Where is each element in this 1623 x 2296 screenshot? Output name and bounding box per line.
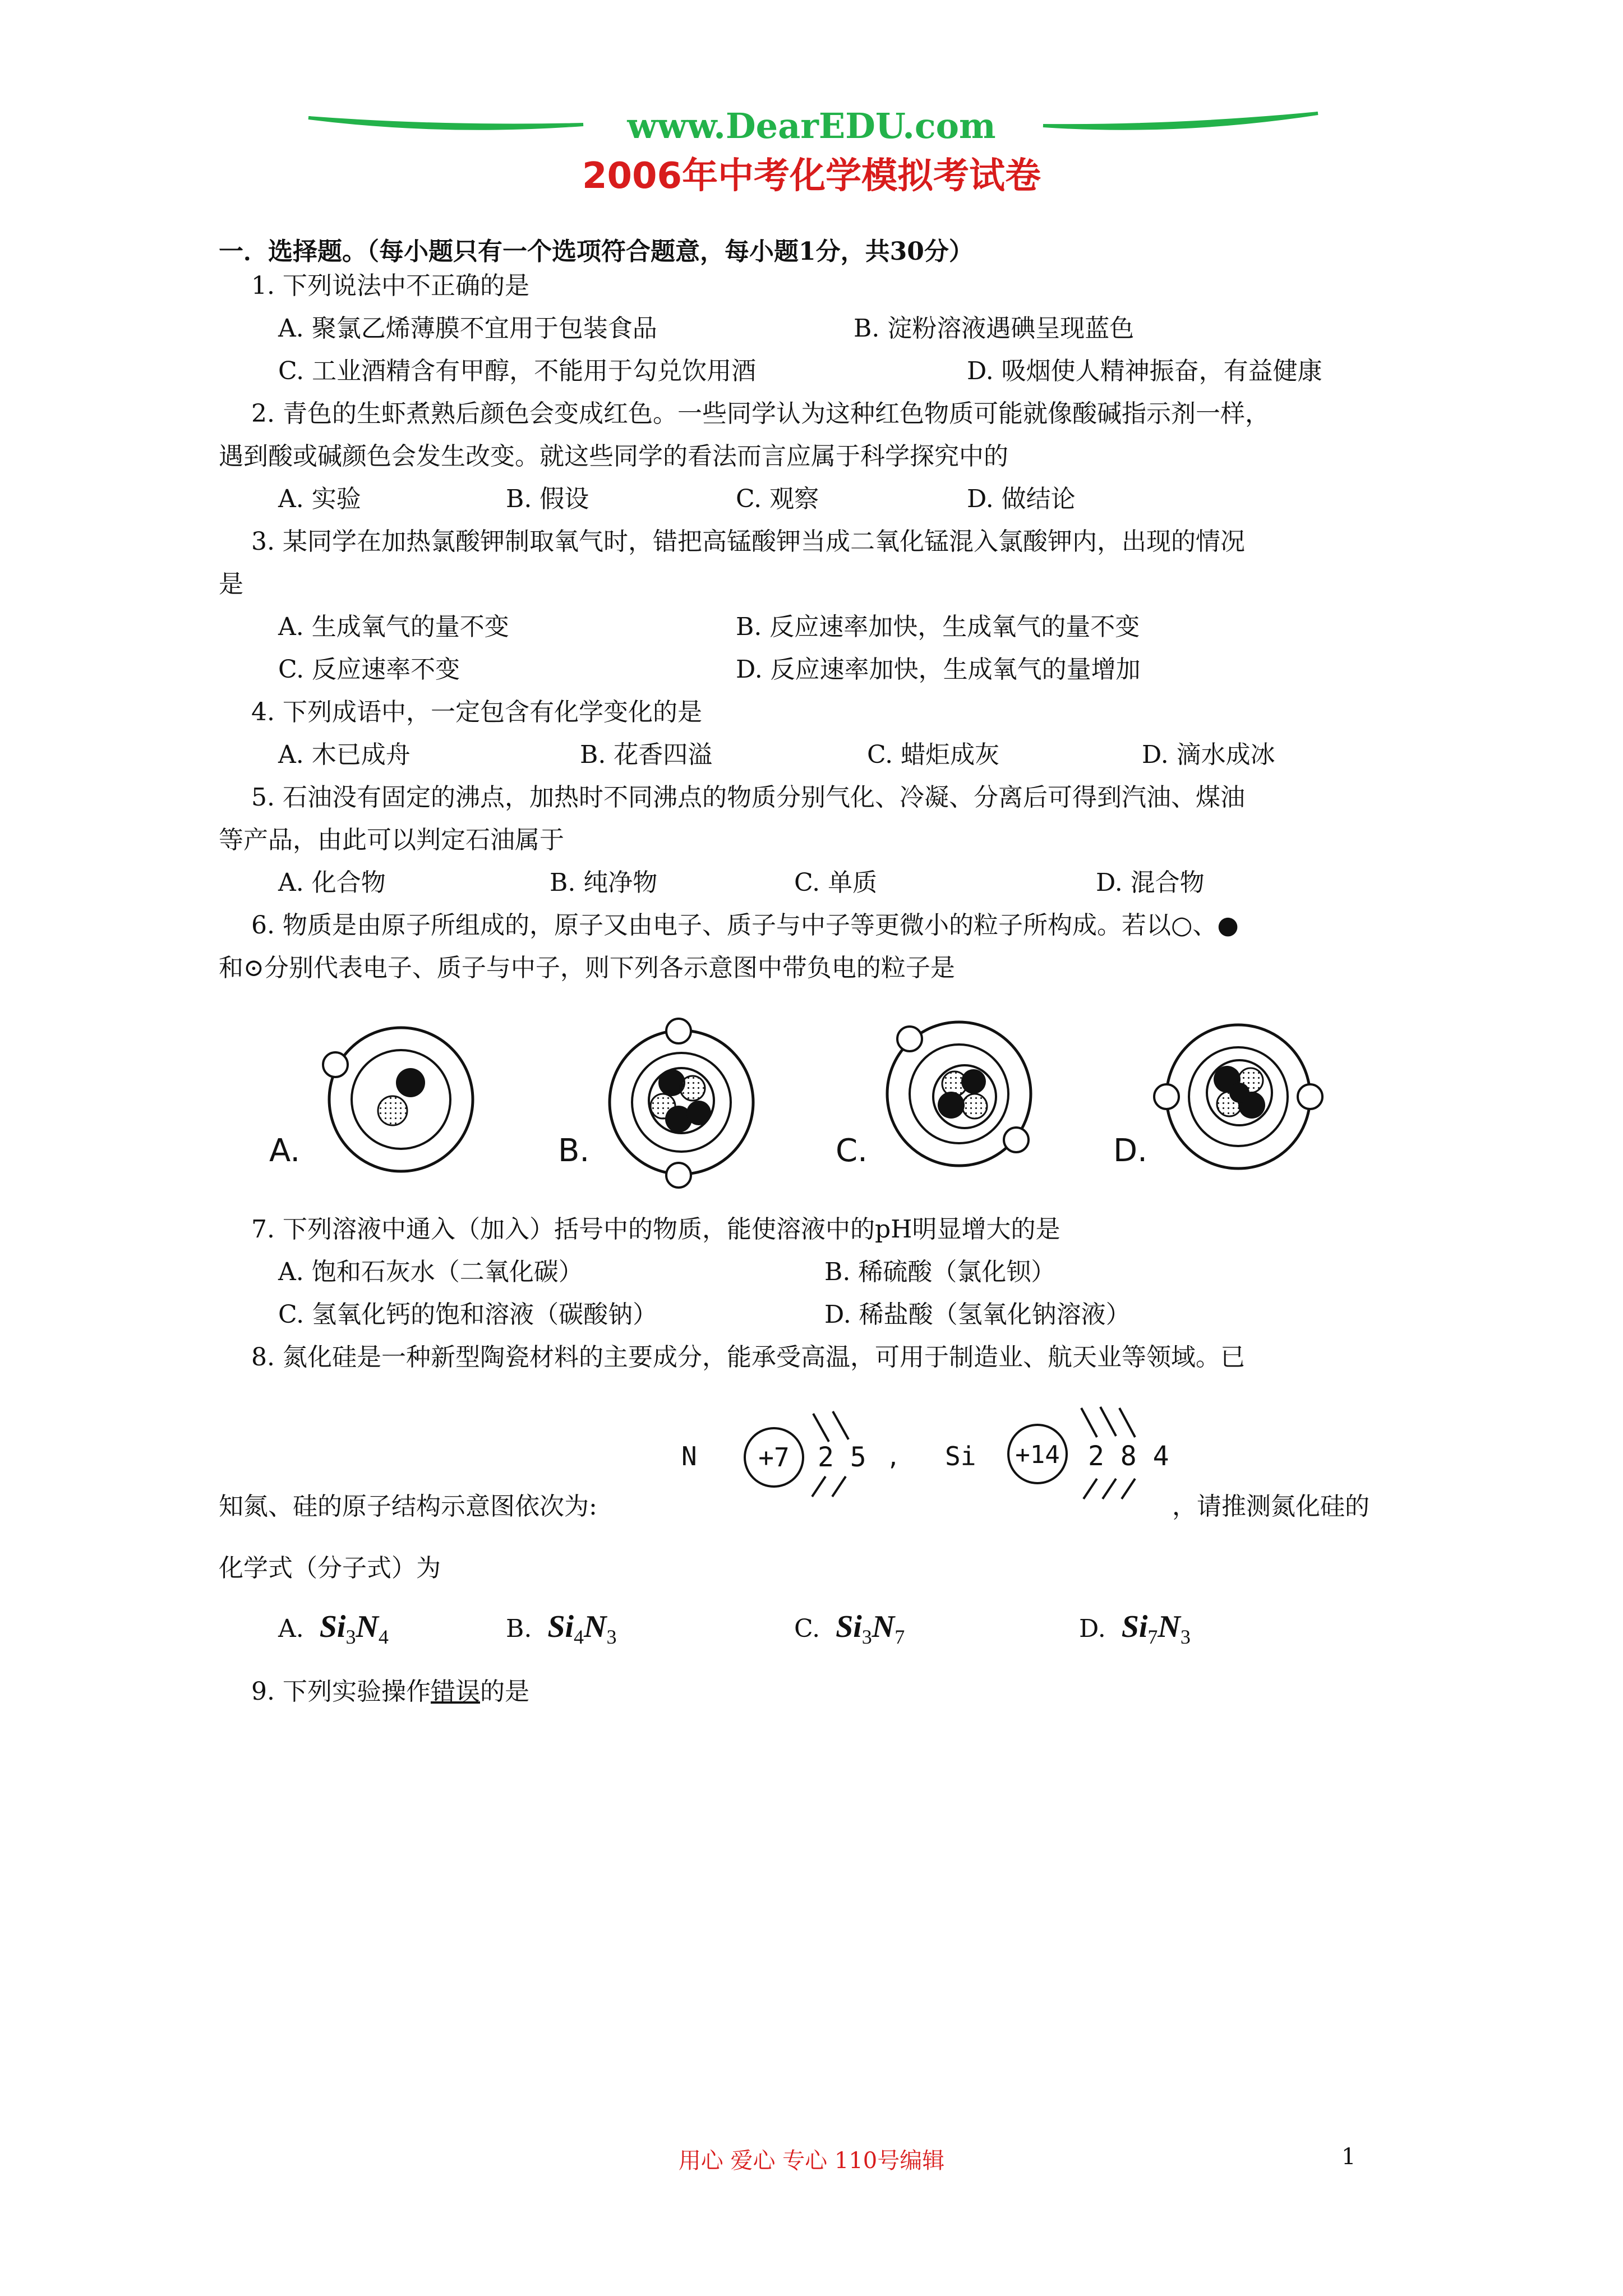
atom-diagram-c [836, 1022, 1031, 1169]
q7-option-b: B. 稀硫酸（氯化钡） [824, 1258, 1056, 1286]
proton-icon [961, 1069, 986, 1094]
q4-option-c: C. 蜡炬成灰 [867, 740, 1000, 769]
q2-option-d: D. 做结论 [967, 485, 1076, 513]
q8-option-c: C. $Si_3N_7$ [794, 1609, 905, 1649]
q8-option-a: A. $Si_3N_4$ [278, 1609, 389, 1649]
proton-icon [686, 1101, 711, 1125]
q1-option-c: C. 工业酒精含有甲醇，不能用于勾兑饮用酒 [278, 357, 757, 385]
q8-line-3: 化学式（分子式）为 [219, 1554, 441, 1582]
q7-option-d: D. 稀盐酸（氢氧化钠溶液） [824, 1300, 1131, 1329]
electron-icon [666, 1019, 691, 1043]
electron-icon [666, 1163, 691, 1188]
electron-icon [1298, 1084, 1322, 1109]
q8-line-2-start: 知氮、硅的原子结构示意图依次为: [219, 1492, 597, 1521]
electron-icon [897, 1027, 922, 1051]
q4-option-a: A. 木已成舟 [278, 740, 411, 769]
q5-option-c: C. 单质 [794, 868, 878, 897]
proton-icon [396, 1068, 425, 1097]
silicon-structure [945, 1407, 1169, 1499]
si-shells: 2 8 4 [1088, 1441, 1169, 1472]
q4-option-b: B. 花香四溢 [580, 740, 713, 769]
proton-icon [1229, 1083, 1249, 1103]
q3-line-1: 3. 某同学在加热氯酸钾制取氧气时，错把高锰酸钾当成二氧化锰混入氯酸钾内，出现的情况 [251, 527, 1245, 556]
q6-line-1: 6. 物质是由原子所组成的，原子又由电子、质子与中子等更微小的粒子所构成。若以○、● [251, 911, 1239, 940]
q6-atom-diagrams [247, 1010, 1424, 1200]
q7-option-a: A. 饱和石灰水（二氧化碳） [278, 1258, 583, 1286]
diagram-label-a: A. [269, 1133, 301, 1169]
neutron-icon [378, 1096, 407, 1125]
section-header: 一．选择题。（每小题只有一个选项符合题意，每小题1分，共30分） [219, 237, 974, 266]
q3-option-a: A. 生成氧气的量不变 [278, 613, 509, 641]
q5-option-b: B. 纯净物 [550, 868, 658, 897]
diagram-label-d: D. [1113, 1133, 1147, 1169]
si-symbol: Si [945, 1441, 976, 1471]
q3-line-2: 是 [219, 570, 243, 599]
n-symbol: N [681, 1441, 697, 1471]
atom-diagram-a [269, 1028, 473, 1171]
q5-option-d: D. 混合物 [1096, 868, 1205, 897]
q4-option-d: D. 滴水成冰 [1142, 740, 1275, 769]
q2-line-1: 2. 青色的生虾煮熟后颜色会变成红色。一些同学认为这种红色物质可能就像酸碱指示剂一样， [251, 399, 1270, 428]
si-nucleus: +14 [1015, 1441, 1060, 1469]
q9-stem: 9. 下列实验操作错误的是 [251, 1677, 529, 1706]
q5-line-1: 5. 石油没有固定的沸点，加热时不同沸点的物质分别气化、冷凝、分离后可得到汽油、煤油 [251, 783, 1245, 812]
q7-stem: 7. 下列溶液中通入（加入）括号中的物质，能使溶液中的pH明显增大的是 [251, 1215, 1061, 1244]
electron-icon [323, 1052, 348, 1077]
q8-line-2-end: ，请推测氮化硅的 [1172, 1492, 1370, 1521]
q2-option-b: B. 假设 [506, 485, 589, 513]
neutron-icon [680, 1076, 705, 1101]
q2-option-c: C. 观察 [736, 485, 819, 513]
q3-option-c: C. 反应速率不变 [278, 655, 460, 684]
q2-line-2: 遇到酸或碱颜色会发生改变。就这些同学的看法而言应属于科学探究中的 [219, 442, 1008, 471]
q7-option-c: C. 氢氧化钙的饱和溶液（碳酸钠） [278, 1300, 658, 1329]
q9-underlined-word: 错误 [430, 1677, 480, 1706]
q1-stem: 1. 下列说法中不正确的是 [251, 272, 529, 300]
diagram-label-b: B. [558, 1133, 590, 1169]
page-title: 2006年中考化学模拟考试卷 [582, 155, 1041, 197]
q3-option-b: B. 反应速率加快，生成氧气的量不变 [736, 613, 1140, 641]
q5-line-2: 等产品，由此可以判定石油属于 [219, 826, 564, 854]
n-nucleus: +7 [758, 1442, 790, 1473]
atomic-structure-diagrams [679, 1402, 1200, 1531]
atom-diagram-d [1113, 1025, 1322, 1169]
q4-stem: 4. 下列成语中，一定包含有化学变化的是 [251, 698, 702, 726]
q5-option-a: A. 化合物 [278, 868, 386, 897]
q6-line-2: 和⊙分别代表电子、质子与中子，则下列各示意图中带负电的粒子是 [219, 954, 955, 982]
neutron-icon [962, 1094, 987, 1119]
q1-option-d: D. 吸烟使人精神振奋，有益健康 [967, 357, 1322, 385]
diagram-label-c: C. [836, 1133, 868, 1169]
nitrogen-structure [681, 1411, 897, 1497]
n-shells: 2 5 [818, 1442, 866, 1473]
separator: , [889, 1441, 898, 1472]
q8-line-1: 8. 氮化硅是一种新型陶瓷材料的主要成分，能承受高温，可用于制造业、航天业等领域。已 [251, 1343, 1245, 1372]
proton-icon [938, 1092, 965, 1119]
q2-option-a: A. 实验 [278, 485, 361, 513]
electron-icon [1004, 1128, 1029, 1152]
footer-text: 用心 爱心 专心 110号编辑 [678, 2148, 945, 2174]
q8-option-d: D. $Si_7N_3$ [1079, 1609, 1191, 1649]
page-number: 1 [1341, 2144, 1356, 2170]
q1-option-a: A. 聚氯乙烯薄膜不宜用于包装食品 [278, 314, 657, 343]
site-name: www.DearEDU.com [627, 105, 996, 146]
electron-icon [1154, 1084, 1179, 1109]
q3-option-d: D. 反应速率加快，生成氧气的量增加 [736, 655, 1141, 684]
q1-option-b: B. 淀粉溶液遇碘呈现蓝色 [854, 314, 1135, 343]
atom-diagram-b [558, 1019, 753, 1188]
q8-option-b: B. $Si_4N_3$ [506, 1609, 617, 1649]
